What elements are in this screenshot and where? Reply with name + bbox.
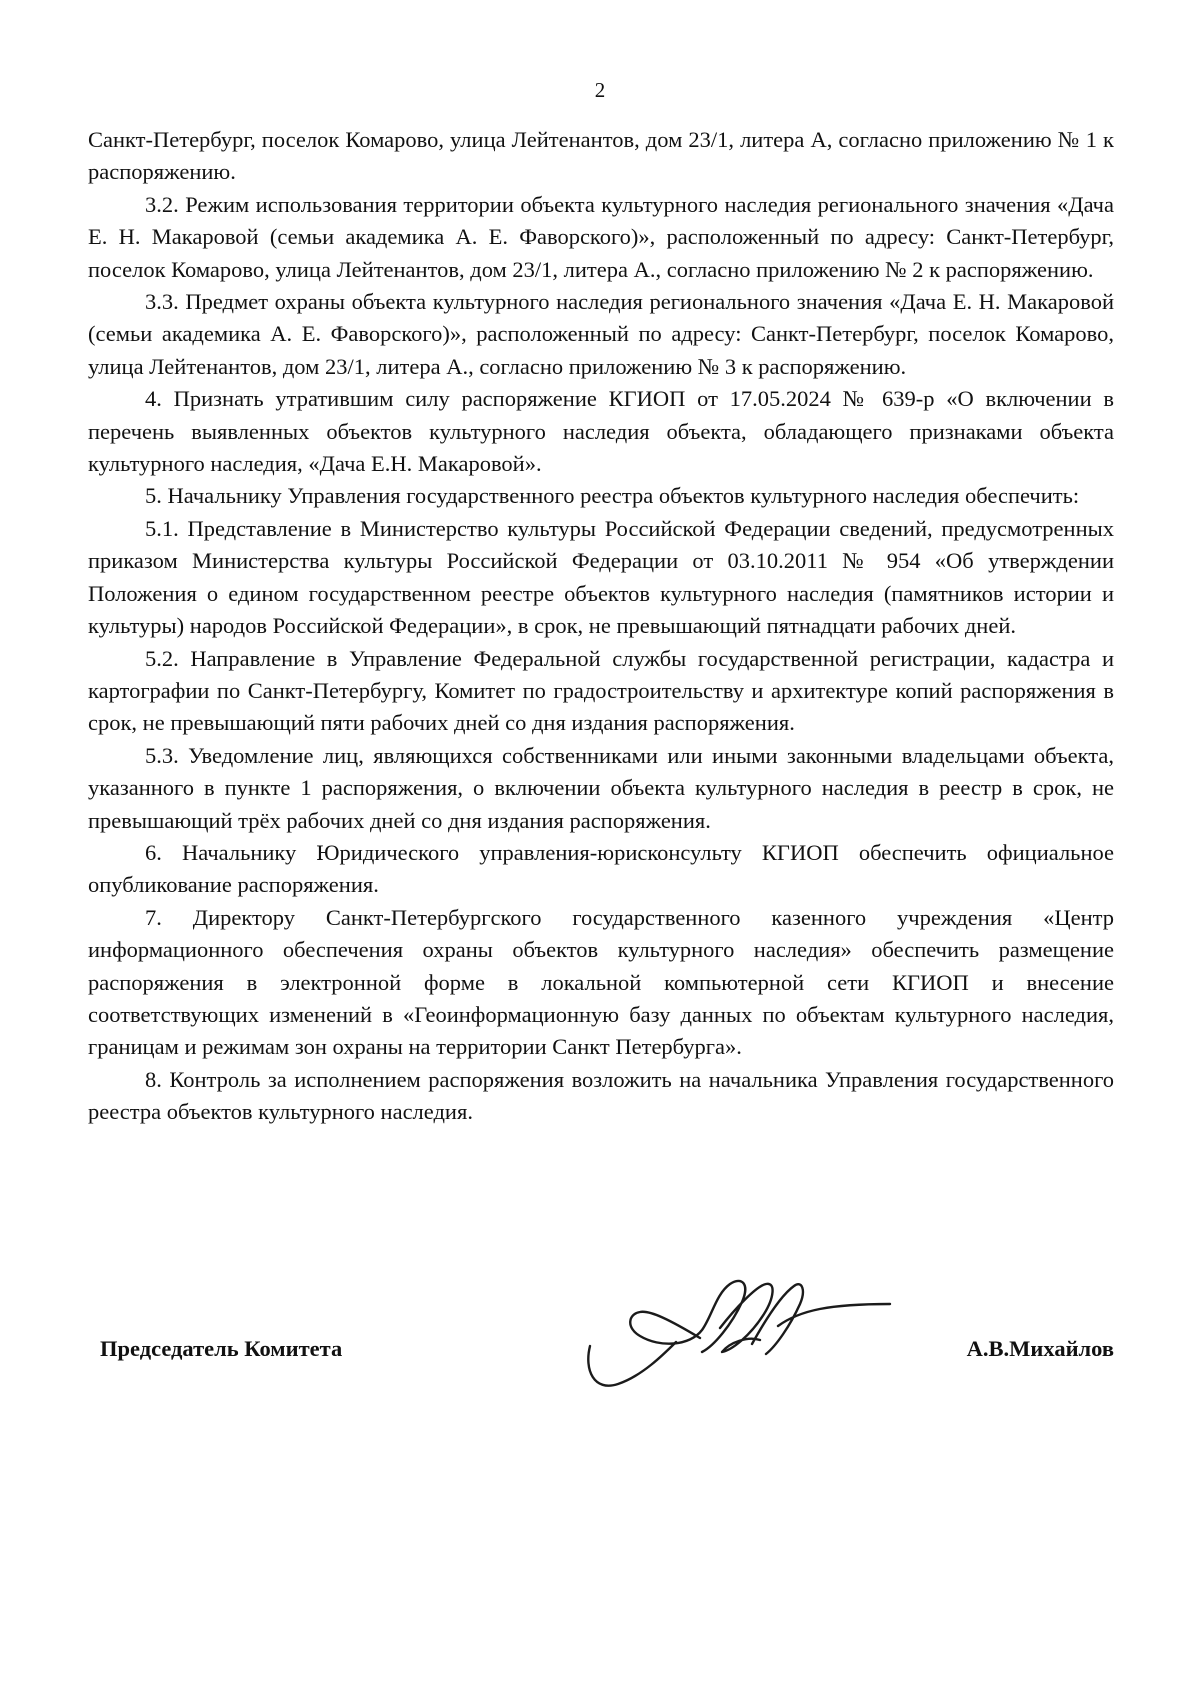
paragraph: 7. Директору Санкт-Петербургского государственного казенного учреждения «Центр информационного обеспечения охраны объектов культурного наследия» обеспечить размещение распоряжения в электронной форме в локальной компьютерной сети КГИОП и внесение соответствующих изменений в «Геоинформационную базу данных по объектам культурного наследия, границам и режимам зон охраны на территории Санкт Петербурга». (88, 904, 1114, 1060)
paragraph: 3.2. Режим использования территории объекта культурного наследия регионального значения «Дача Е. Н. Макаровой (семьи академика А. Е. Фаворского)», расположенный по адресу: Санкт-Петербург, поселок Комарово, улица Лейтенантов, дом 23/1, литера А., согласно приложению № 2 к распоряжению. (88, 191, 1114, 282)
page-number: 2 (594, 78, 606, 102)
paragraph: 6. Начальнику Юридического управления-юрисконсульту КГИОП обеспечить официальное опубликование распоряжения. (88, 839, 1114, 898)
signer-title: Председатель Комитета (100, 1336, 343, 1361)
paragraph: 5. Начальнику Управления государственного реестра объектов культурного наследия обеспечить: (145, 483, 1080, 509)
paragraph: 3.3. Предмет охраны объекта культурного наследия регионального значения «Дача Е. Н. Макаровой (семьи академика А. Е. Фаворского)», расположенный по адресу: Санкт-Петербург, поселок Комарово, улица Лейтенантов, дом 23/1, литера А., согласно приложению № 3 к распоряжению. (88, 289, 1114, 379)
paragraph: 5.1. Представление в Министерство культуры Российской Федерации сведений, предусмотренных приказом Министерства культуры Российской Федерации от 03.10.2011 № 954 «Об утверждении Положения о едином государственном реестре объектов культурного наследия (памятников истории и культуры) народов Российской Федерации», в срок, не превышающий пятнадцати рабочих дней. (88, 515, 1114, 639)
paragraph: 5.3. Уведомление лиц, являющихся собственниками или иными законными владельцами объекта, указанного в пункте 1 распоряжения, о включении объекта культурного наследия в реестр в срок, не превышающий трёх рабочих дней со дня издания распоряжения. (88, 742, 1114, 833)
paragraph: 5.2. Направление в Управление Федеральной службы государственной регистрации, кадастра и картографии по Санкт-Петербургу, Комитет по градостроительству и архитектуре копий распоряжения в срок, не превышающий пяти рабочих дней со дня издания распоряжения. (88, 645, 1114, 736)
paragraph: 4. Признать утратившим силу распоряжение КГИОП от 17.05.2024 № 639-р «О включении в перечень выявленных объектов культурного наследия объекта, обладающего признаками объекта культурного наследия, «Дача Е.Н. Макаровой». (88, 386, 1114, 477)
paragraph: 8. Контроль за исполнением распоряжения возложить на начальника Управления государственного реестра объектов культурного наследия. (88, 1066, 1114, 1125)
signature-block (88, 1330, 1114, 1370)
document-body (88, 124, 1114, 1129)
signer-name: А.В.Михайлов (966, 1336, 1114, 1361)
paragraph: Санкт-Петербург, поселок Комарово, улица Лейтенантов, дом 23/1, литера А, согласно приложению № 1 к распоряжению. (88, 127, 1114, 185)
